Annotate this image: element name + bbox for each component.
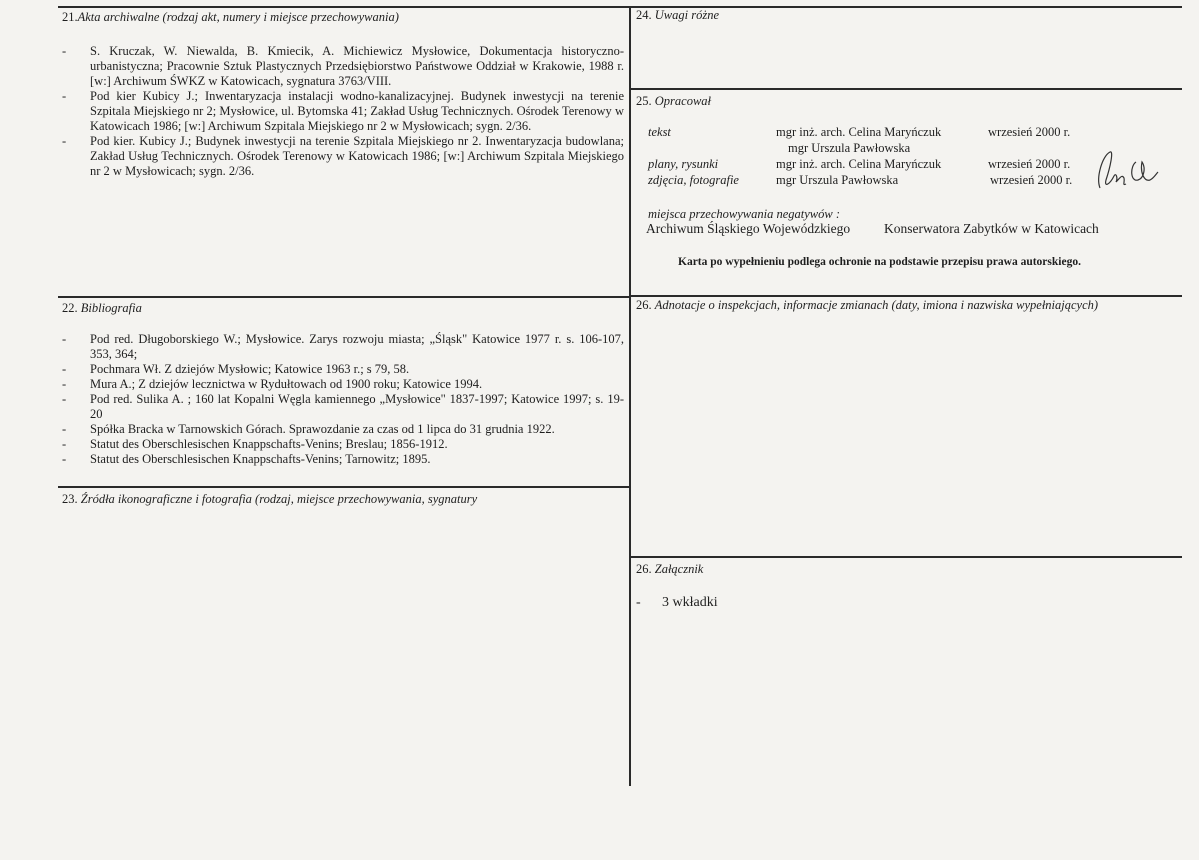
list-item: - Spółka Bracka w Tarnowskich Górach. Sprawozdanie za czas od 1 lipca do 31 grudnia 1922.	[62, 422, 624, 437]
list-item: - Pod red. Długoborskiego W.; Mysłowice. Zarys rozwoju miasta; „Śląsk" Katowice 1977 r. s. 106-107, 353, 364;	[62, 332, 624, 362]
person-photos: mgr Urszula Pawłowska	[776, 173, 899, 187]
section-26-attachment-header: 26. Załącznik	[636, 562, 704, 576]
section-23-header: 23. Źródła ikonograficzne i fotografia (rodzaj, miejsce przechowywania, sygnatury	[62, 492, 478, 506]
person-text: mgr inż. arch. Celina Maryńczuk	[776, 125, 942, 139]
rule-24-25	[630, 88, 1182, 90]
section-24-header: 24. Uwagi różne	[636, 8, 719, 22]
rule-22-23	[58, 486, 630, 488]
section-25-header: 25. Opracował	[636, 94, 711, 108]
list-item: - Pod kier. Kubicy J.; Budynek inwestycji na terenie Szpitala Miejskiego nr 2. Inwentaryzacja budowlana; Zakład Usług Technicznych. Ośrodek Terenowy w Katowicach 1986; [w:] Archiwum Szpitala Miejskiego nr 2 w Mysłowicach; sygn. 2/36.	[62, 134, 624, 179]
signature	[1092, 148, 1162, 194]
section-22	[62, 301, 624, 467]
center-divider	[629, 6, 631, 786]
list-item: - Mura A.; Z dziejów lecznictwa w Rydułtowach od 1900 roku; Katowice 1994.	[62, 377, 624, 392]
list-item: - Statut des Oberschlesischen Knappschafts-Venins; Tarnowitz; 1895.	[62, 452, 624, 467]
section-24	[636, 8, 1176, 23]
archival-records-list	[62, 44, 624, 179]
section-23	[62, 492, 624, 507]
negatives-place-2: Konserwatora Zabytków w Katowicach	[884, 221, 1099, 236]
negatives-place-1: Archiwum Śląskiego Wojewódzkiego	[646, 221, 851, 236]
role-photos: zdjęcia, fotografie	[648, 173, 739, 187]
attachment-list	[636, 595, 1176, 610]
list-item: - Pod kier Kubicy J.; Inwentaryzacja instalacji wodno-kanalizacyjnej. Budynek inwestycji na terenie Szpitala Miejskiego nr 2; Mysłowice, ul. Bytomska 41; Zakład Usług Technicznych. Ośrodek Terenowy w Katowicach 1986; [w:] Archiwum Szpitala Miejskiego nr 2 w Mysłowicach; sygn. 2/36.	[62, 89, 624, 134]
section-26-attachment	[636, 562, 1176, 610]
section-21	[62, 10, 624, 179]
section-21-header: 21.Akta archiwalne (rodzaj akt, numery i miejsce przechowywania)	[62, 10, 399, 24]
role-text: tekst	[648, 125, 671, 139]
list-item: - Statut des Oberschlesischen Knappschafts-Venins; Breslau; 1856-1912.	[62, 437, 624, 452]
list-item: - S. Kruczak, W. Niewalda, B. Kmiecik, A. Michiewicz Mysłowice, Dokumentacja historyczno-urbanistyczna; Pracownie Sztuk Plastycznych Przedsiębiorstwo Państwowe Oddział w Krakowie, 1988 r. [w:] Archiwum ŚWKZ w Katowicach, sygnatura 3763/VIII.	[62, 44, 624, 89]
bibliography-list	[62, 332, 624, 467]
rule-21-22	[58, 296, 630, 298]
list-item: - Pochmara Wł. Z dziejów Mysłowic; Katowice 1963 r.; s 79, 58.	[62, 362, 624, 377]
date-photos: wrzesień 2000 r.	[990, 173, 1073, 187]
section-26-annotations	[636, 298, 1180, 313]
role-plans: plany, rysunki	[648, 157, 719, 171]
copyright-note: Karta po wypełnieniu podlega ochronie na podstawie przepisu prawa autorskiego.	[678, 256, 1081, 268]
section-22-header: 22. Bibliografia	[62, 301, 142, 315]
list-item: - 3 wkładki	[636, 595, 1176, 610]
section-26-annotations-header: 26. Adnotacje o inspekcjach, informacje zmianach (daty, imiona i nazwiska wypełniających)	[636, 298, 1099, 312]
list-item: - Pod red. Sulika A. ; 160 lat Kopalni Węgla kamiennego „Mysłowice" 1837-1997; Katowice 1997; s. 19-20	[62, 392, 624, 422]
rule-25-26	[630, 295, 1182, 297]
date-text: wrzesień 2000 r.	[988, 125, 1071, 139]
person-plans: mgr inż. arch. Celina Maryńczuk	[776, 157, 942, 171]
negatives-label: miejsca przechowywania negatywów :	[648, 207, 840, 221]
person-text-2: mgr Urszula Pawłowska	[788, 141, 911, 155]
date-plans: wrzesień 2000 r.	[988, 157, 1071, 171]
rule-26-26	[630, 556, 1182, 558]
